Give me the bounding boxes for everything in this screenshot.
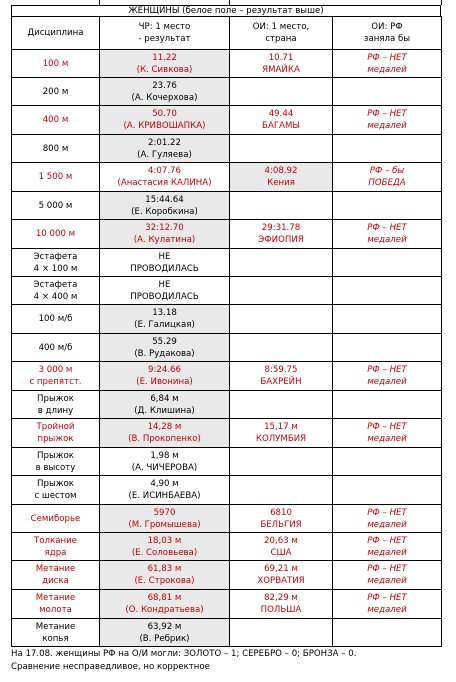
rf-outcome-cell xyxy=(333,220,442,249)
discipline-cell-line: 4 × 100 м xyxy=(33,263,78,274)
discipline-cell xyxy=(12,334,100,362)
rf-outcome-cell-line: медалей xyxy=(367,377,407,387)
oi-winner-cell xyxy=(230,249,333,277)
table-row xyxy=(12,277,442,305)
table-row xyxy=(12,590,442,619)
rf-outcome-cell xyxy=(333,334,442,362)
oi-winner-cell-line: ХОРВАТИЯ xyxy=(257,576,305,586)
rf-outcome-cell-line: медалей xyxy=(367,576,407,586)
oi-winner-cell xyxy=(230,220,333,249)
oi-winner-cell-line: КОЛУМБИЯ xyxy=(255,434,307,444)
cr-result-cell xyxy=(100,220,230,249)
oi-winner-cell-line: БАХРЕЙН xyxy=(260,377,302,387)
rf-outcome-cell-line: медалей xyxy=(367,235,407,245)
table-row xyxy=(12,249,442,277)
cr-result-cell-line: 15:44.64 xyxy=(145,194,184,205)
table-row xyxy=(12,163,442,192)
cr-result-cell xyxy=(100,619,230,647)
oi-winner-cell-line: ЭФИОПИЯ xyxy=(258,235,304,245)
cr-result-cell-line: (Д. Клишина) xyxy=(134,405,195,416)
rf-outcome-cell-line: РФ – НЕТ xyxy=(367,422,407,432)
oi-winner-cell-line: ПОЛЬША xyxy=(260,605,302,615)
oi-winner-cell xyxy=(230,561,333,590)
discipline-cell xyxy=(12,619,100,647)
rf-outcome-cell xyxy=(333,590,442,619)
table-row xyxy=(12,220,442,249)
oi-winner-cell-line: 82,29 м xyxy=(264,593,298,603)
discipline-cell xyxy=(12,277,100,305)
cr-result-cell-line: 63,92 м xyxy=(147,621,182,632)
discipline-cell-line: 4 × 400 м xyxy=(33,291,78,302)
oi-winner-cell xyxy=(230,419,333,448)
rf-outcome-cell-line: медалей xyxy=(367,434,407,444)
discipline-cell-line: Метание xyxy=(35,564,76,574)
oi-winner-cell-line: ЯМАЙКА xyxy=(262,64,300,75)
oi-winner-cell xyxy=(230,135,333,163)
results-table xyxy=(11,16,442,647)
cr-result-cell-line: (О. Кондратьева) xyxy=(125,605,204,615)
discipline-cell xyxy=(12,50,100,78)
discipline-cell xyxy=(12,533,100,561)
discipline-cell-line: Метание xyxy=(35,621,76,632)
cr-result-cell-line: 13.18 xyxy=(152,308,177,318)
cr-result-cell-line: (Е. Ивонина) xyxy=(136,377,193,387)
rf-outcome-cell xyxy=(333,135,442,163)
discipline-cell-line: 10 000 м xyxy=(35,229,76,239)
rf-outcome-cell-line: РФ – НЕТ xyxy=(367,535,407,546)
rf-outcome-cell-line: РФ – бы xyxy=(369,166,405,176)
discipline-cell-line: Семиборье xyxy=(30,513,81,524)
oi-winner-cell-line: 69,21 м xyxy=(264,564,298,574)
cr-result-cell xyxy=(100,50,230,78)
rf-outcome-cell-line: РФ – НЕТ xyxy=(367,507,407,518)
discipline-cell-line: 200 м xyxy=(42,86,69,97)
table-caption: ЖЕНЩИНЫ (белое поле – результат выше) xyxy=(11,5,441,16)
oi-winner-cell xyxy=(230,362,333,391)
table-row xyxy=(12,619,442,647)
oi-winner-cell xyxy=(230,277,333,305)
discipline-cell-line: молота xyxy=(39,605,72,615)
discipline-cell xyxy=(12,106,100,135)
rf-outcome-cell xyxy=(333,561,442,590)
discipline-cell-line: 800 м xyxy=(42,143,69,154)
discipline-cell-line: Эстафета xyxy=(33,251,78,262)
rf-outcome-cell xyxy=(333,391,442,419)
rf-outcome-cell-line: ПОБЕДА xyxy=(368,178,406,188)
oi-winner-cell xyxy=(230,163,333,192)
oi-winner-cell xyxy=(230,476,333,505)
discipline-cell xyxy=(12,590,100,619)
cr-result-cell-line: (Е. Строкова) xyxy=(134,576,195,586)
oi-winner-cell-line: БАГАМЫ xyxy=(262,121,300,131)
discipline-cell xyxy=(12,561,100,590)
header-cr: ЧР: 1 место - результат xyxy=(100,17,230,50)
discipline-cell xyxy=(12,135,100,163)
rf-outcome-cell-line: медалей xyxy=(367,64,407,75)
cr-result-cell-line: 2:01.22 xyxy=(148,137,181,148)
rf-outcome-cell-line: РФ – НЕТ xyxy=(367,109,407,119)
oi-winner-cell-line: 6810 xyxy=(270,507,292,518)
cr-result-cell xyxy=(100,305,230,334)
cr-result-cell xyxy=(100,419,230,448)
cr-result-cell-line: (В. Ребрик) xyxy=(139,633,190,644)
discipline-cell xyxy=(12,78,100,106)
oi-winner-cell xyxy=(230,334,333,362)
discipline-cell-line: прыжок xyxy=(37,434,74,444)
oi-winner-cell xyxy=(230,391,333,419)
table-row xyxy=(12,391,442,419)
discipline-cell xyxy=(12,249,100,277)
oi-winner-cell xyxy=(230,619,333,647)
cr-result-cell-line: ПРОВОДИЛАСЬ xyxy=(130,263,199,274)
header-row xyxy=(12,17,442,50)
cr-result-cell-line: 4:07.76 xyxy=(148,166,181,176)
cr-result-cell-line: 50.70 xyxy=(152,109,177,119)
cr-result-cell-line: 4,90 м xyxy=(150,479,179,489)
table-row xyxy=(12,305,442,334)
cr-result-cell-line: (В. Рудакова) xyxy=(134,348,195,359)
table-row xyxy=(12,448,442,476)
oi-winner-cell xyxy=(230,505,333,533)
oi-winner-cell xyxy=(230,448,333,476)
table-row xyxy=(12,135,442,163)
oi-winner-cell-line: Кения xyxy=(267,178,295,188)
cr-result-cell xyxy=(100,362,230,391)
discipline-cell xyxy=(12,476,100,505)
discipline-cell-line: 100 м/б xyxy=(38,314,73,324)
table-row xyxy=(12,334,442,362)
oi-winner-cell xyxy=(230,533,333,561)
cr-result-cell-line: 23.76 xyxy=(152,80,177,91)
discipline-cell xyxy=(12,163,100,192)
discipline-cell-line: в длину xyxy=(37,405,74,416)
discipline-cell xyxy=(12,391,100,419)
rf-outcome-cell-line: РФ – НЕТ xyxy=(367,593,407,603)
cr-result-cell-line: (К. Сивкова) xyxy=(136,64,193,75)
oi-winner-cell xyxy=(230,590,333,619)
oi-winner-cell xyxy=(230,78,333,106)
table-row xyxy=(12,106,442,135)
discipline-cell-line: 3 000 м xyxy=(38,365,73,375)
cr-result-cell-line: 68,81 м xyxy=(147,593,182,603)
rf-outcome-cell-line: РФ – НЕТ xyxy=(367,223,407,233)
cr-result-cell xyxy=(100,590,230,619)
cr-result-cell-line: (А. Гуляева) xyxy=(137,149,192,160)
rf-outcome-cell xyxy=(333,277,442,305)
discipline-cell-line: 400 м xyxy=(42,115,69,125)
rf-outcome-cell xyxy=(333,362,442,391)
discipline-cell xyxy=(12,220,100,249)
cr-result-cell xyxy=(100,561,230,590)
cr-result-cell-line: НЕ xyxy=(158,279,171,290)
rf-outcome-cell xyxy=(333,505,442,533)
rf-outcome-cell xyxy=(333,619,442,647)
rf-outcome-cell-line: медалей xyxy=(367,121,407,131)
cr-result-cell-line: (А. КРИВОШАПКА) xyxy=(123,121,206,131)
cr-result-cell-line: 55.29 xyxy=(152,336,177,347)
oi-winner-cell-line: 20,63 м xyxy=(264,535,298,546)
cr-result-cell xyxy=(100,505,230,533)
rf-outcome-cell xyxy=(333,106,442,135)
cr-result-cell-line: НЕ xyxy=(158,251,171,262)
cr-result-cell xyxy=(100,448,230,476)
rf-outcome-cell-line: РФ – НЕТ xyxy=(367,564,407,574)
header-oi: ОИ: 1 место, страна xyxy=(230,17,333,50)
oi-winner-cell xyxy=(230,305,333,334)
oi-winner-cell-line: США xyxy=(270,547,292,558)
rf-outcome-cell xyxy=(333,533,442,561)
rf-outcome-cell xyxy=(333,50,442,78)
oi-winner-cell xyxy=(230,50,333,78)
discipline-cell xyxy=(12,448,100,476)
table-row xyxy=(12,50,442,78)
discipline-cell-line: с шестом xyxy=(34,491,77,501)
summary-line: На 17.08. женщины РФ на О/И могли: ЗОЛОТО – 1; СЕРЕБРО – 0; БРОНЗА – 0. xyxy=(11,649,357,659)
cr-result-cell-line: 18,03 м xyxy=(147,535,182,546)
header-rf: ОИ: РФ заняла бы xyxy=(333,17,442,50)
cr-result-cell-line: (Е. Коробкина) xyxy=(131,206,198,217)
oi-winner-cell-line: 10.71 xyxy=(268,52,294,63)
discipline-cell xyxy=(12,362,100,391)
oi-winner-cell xyxy=(230,106,333,135)
cr-result-cell-line: 11.22 xyxy=(152,52,177,63)
discipline-cell-line: Прыжок xyxy=(37,393,74,404)
oi-winner-cell xyxy=(230,192,333,220)
oi-winner-cell-line: 29:31.78 xyxy=(261,223,301,233)
rf-outcome-cell xyxy=(333,192,442,220)
rf-outcome-cell xyxy=(333,305,442,334)
cr-result-cell-line: (М. Громышева) xyxy=(128,519,201,530)
oi-winner-cell-line: 4:08.92 xyxy=(264,166,298,176)
table-row xyxy=(12,192,442,220)
cr-result-cell-line: 14,28 м xyxy=(147,422,182,432)
table-row xyxy=(12,78,442,106)
cr-result-cell xyxy=(100,277,230,305)
cr-result-cell xyxy=(100,249,230,277)
cr-result-cell-line: 6,84 м xyxy=(150,393,179,404)
oi-winner-cell-line: БЕЛЬГИЯ xyxy=(260,519,302,530)
discipline-cell xyxy=(12,505,100,533)
cr-result-cell xyxy=(100,163,230,192)
cr-result-cell-line: (Анастасия КАЛИНА) xyxy=(117,178,212,188)
cr-result-cell xyxy=(100,78,230,106)
cr-result-cell-line: ПРОВОДИЛАСЬ xyxy=(130,291,199,302)
discipline-cell-line: 5 000 м xyxy=(38,200,73,211)
table-row xyxy=(12,419,442,448)
header-discipline: Дисциплина xyxy=(12,17,100,50)
discipline-cell-line: 100 м xyxy=(42,58,69,69)
discipline-cell-line: ядра xyxy=(44,547,67,558)
discipline-cell xyxy=(12,192,100,220)
discipline-cell-line: Тройной xyxy=(36,422,75,432)
discipline-cell-line: 1 500 м xyxy=(38,172,73,182)
discipline-cell-line: Эстафета xyxy=(33,279,78,290)
cr-result-cell xyxy=(100,192,230,220)
discipline-cell-line: Прыжок xyxy=(37,479,74,489)
discipline-cell xyxy=(12,419,100,448)
rf-outcome-cell xyxy=(333,448,442,476)
oi-winner-cell-line: 49.44 xyxy=(268,109,294,119)
discipline-cell-line: копья xyxy=(42,633,69,644)
table-row xyxy=(12,533,442,561)
cr-result-cell xyxy=(100,476,230,505)
rf-outcome-cell-line: медалей xyxy=(367,547,407,558)
discipline-cell-line: Прыжок xyxy=(37,450,74,461)
cr-result-cell-line: (А. Кулатина) xyxy=(133,235,196,245)
cr-result-cell-line: (А. ЧИЧЕРОВА) xyxy=(131,462,198,473)
discipline-cell-line: Толкание xyxy=(34,535,77,546)
discipline-cell-line: 400 м/б xyxy=(38,342,73,353)
oi-winner-cell-line: 15,17 м xyxy=(264,422,298,432)
footnote: Сравнение несправедливое, но корректное xyxy=(11,662,210,672)
cr-result-cell-line: 32:12.70 xyxy=(145,223,184,233)
cr-result-cell xyxy=(100,135,230,163)
table-row xyxy=(12,561,442,590)
discipline-cell xyxy=(12,305,100,334)
cr-result-cell-line: 1,98 м xyxy=(150,450,179,461)
rf-outcome-cell xyxy=(333,249,442,277)
rf-outcome-cell xyxy=(333,78,442,106)
discipline-cell-line: Метание xyxy=(35,593,76,603)
cr-result-cell-line: (Е. Галицкая) xyxy=(134,320,195,330)
cr-result-cell xyxy=(100,106,230,135)
cr-result-cell-line: (Е. ИСИНБАЕВА) xyxy=(128,491,201,501)
table-row xyxy=(12,505,442,533)
cr-result-cell-line: (В. Прокопенко) xyxy=(128,434,201,444)
cr-result-cell xyxy=(100,334,230,362)
rf-outcome-cell-line: РФ – НЕТ xyxy=(367,52,407,63)
discipline-cell-line: диска xyxy=(42,576,69,586)
cr-result-cell xyxy=(100,533,230,561)
cr-result-cell-line: (Е. Соловьева) xyxy=(131,547,198,558)
cr-result-cell-line: 5970 xyxy=(153,507,176,518)
discipline-cell-line: в высоту xyxy=(35,462,76,473)
rf-outcome-cell-line: медалей xyxy=(367,605,407,615)
rf-outcome-cell xyxy=(333,163,442,192)
cr-result-cell xyxy=(100,391,230,419)
rf-outcome-cell-line: РФ – НЕТ xyxy=(367,365,407,375)
oi-winner-cell-line: 8:59.75 xyxy=(264,365,298,375)
rf-outcome-cell xyxy=(333,476,442,505)
cr-result-cell-line: 9:24.66 xyxy=(148,365,181,375)
discipline-cell-line: с препятст. xyxy=(29,377,82,387)
table-row xyxy=(12,362,442,391)
rf-outcome-cell-line: медалей xyxy=(367,519,407,530)
cr-result-cell-line: (А. Кочерхова) xyxy=(131,92,198,103)
rf-outcome-cell xyxy=(333,419,442,448)
table-row xyxy=(12,476,442,505)
cr-result-cell-line: 61,83 м xyxy=(147,564,182,574)
